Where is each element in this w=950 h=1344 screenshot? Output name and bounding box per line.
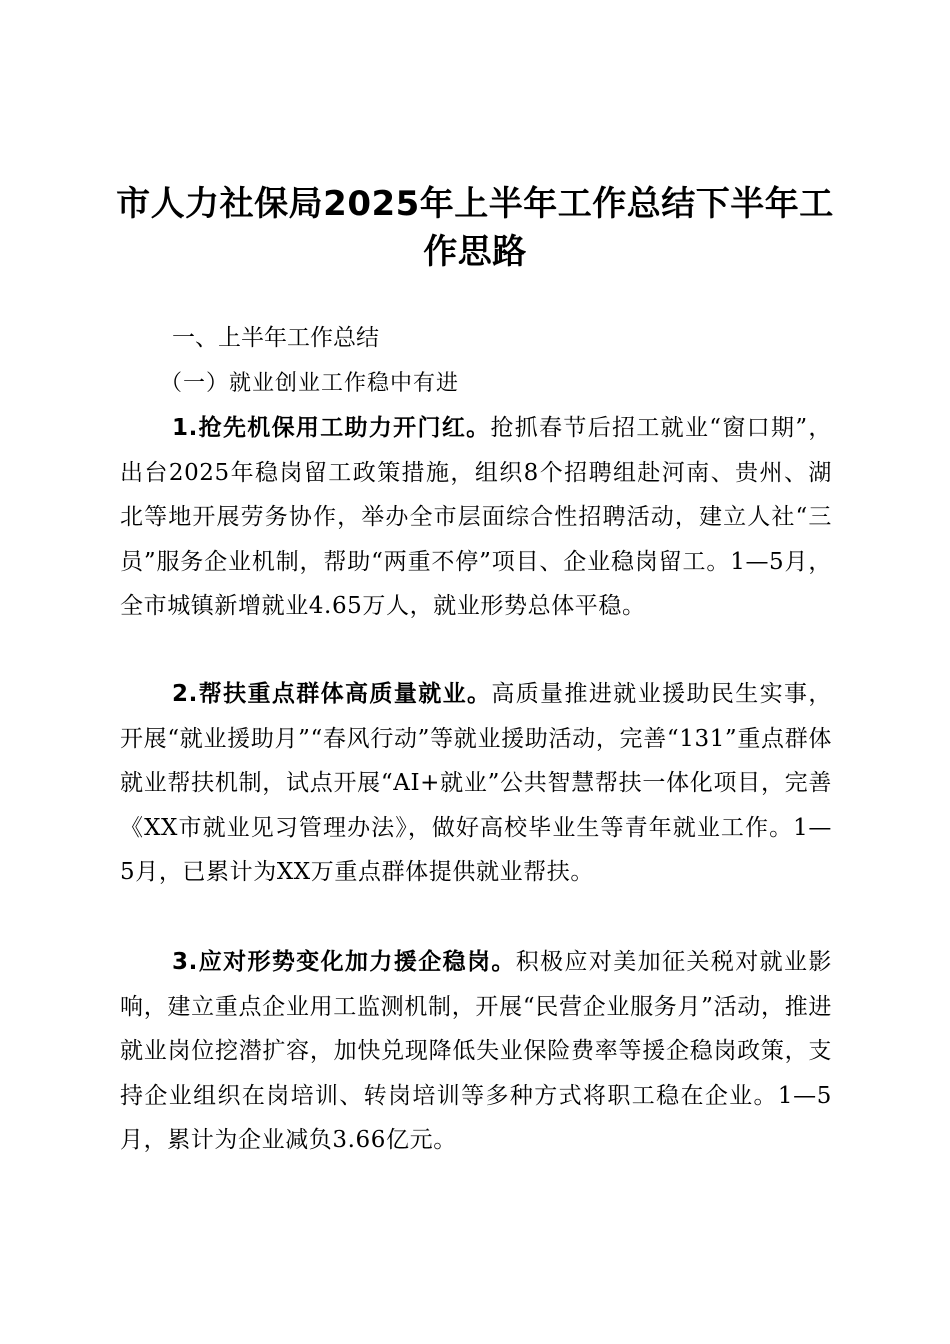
paragraph-body: 积极应对美加征关税对就业影响，建立重点企业用工监测机制，开展“民营企业服务月”活动，推进就业岗位挖潜扩容，加快兑现降低失业保险费率等援企稳岗政策，支持企业组织在岗培训、转岗培训等多种方式将职工稳在企业。1—5月，累计为企业减负3.66亿元。 bbox=[120, 949, 832, 1153]
paragraph-lead: 3.应对形势变化加力援企稳岗。 bbox=[172, 949, 516, 975]
paragraph-item-3 bbox=[120, 940, 832, 1163]
document-title: 市人力社保局2025年上半年工作总结下半年工作思路 bbox=[116, 184, 834, 272]
paragraph-lead: 1.抢先机保用工助力开门红。 bbox=[172, 415, 491, 441]
paragraph-lead: 2.帮扶重点群体高质量就业。 bbox=[172, 681, 492, 707]
section-heading: 一、上半年工作总结 bbox=[172, 325, 379, 351]
paragraph-body: 抢抓春节后招工就业“窗口期”，出台2025年稳岗留工政策措施，组织8个招聘组赴河南、贵州、湖北等地开展劳务协作，举办全市层面综合性招聘活动，建立人社“三员”服务企业机制，帮助“两重不停”项目、企业稳岗留工。1—5月，全市城镇新增就业4.65万人，就业形势总体平稳。 bbox=[120, 415, 832, 619]
paragraph-item-1 bbox=[120, 406, 832, 629]
subsection-heading: （一）就业创业工作稳中有进 bbox=[160, 371, 460, 396]
paragraph-item-2 bbox=[120, 672, 832, 895]
paragraph-body: 高质量推进就业援助民生实事，开展“就业援助月”“春风行动”等就业援助活动，完善“131”重点群体就业帮扶机制，试点开展“AI+就业”公共智慧帮扶一体化项目，完善《XX市就业见习管理办法》，做好高校毕业生等青年就业工作。1—5月，已累计为XX万重点群体提供就业帮扶。 bbox=[120, 681, 833, 885]
